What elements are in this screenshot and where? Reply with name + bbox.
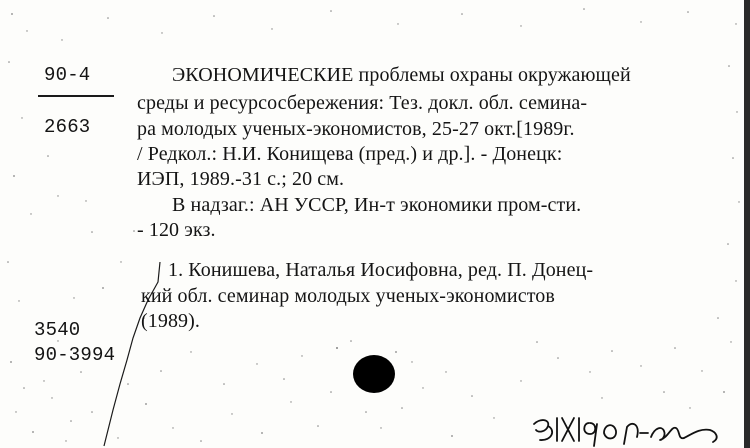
class-mark: 90-4 [44, 64, 91, 86]
author-mark: 2663 [44, 116, 91, 138]
tracing-line-2: кий обл. семинар молодых ученых-экономистов [141, 285, 555, 307]
accession-number: 90-3994 [34, 344, 116, 366]
entry-line-4: / Редкол.: Н.И. Конищева (пред.) и др.]. - Донецк: [137, 143, 563, 165]
handwritten-note [534, 418, 717, 446]
entry-line-1: ЭКОНОМИЧЕСКИЕ проблемы охраны окружающей [172, 64, 631, 86]
tracing-line-3: (1989). [141, 310, 201, 332]
inventory-number: 3540 [34, 319, 81, 341]
punch-hole-stamp [353, 355, 395, 393]
tracing-line-1: 1. Конишева, Наталья Иосифовна, ред. П. Донец- [168, 259, 594, 281]
entry-line-6: В надзаг.: АН УССР, Ин-т экономики пром-сти. [172, 194, 582, 216]
entry-line-7: - 120 экз. [137, 219, 216, 241]
entry-line-2: среды и ресурсосбережения: Тез. докл. обл. семина- [137, 92, 588, 114]
entry-line-5: ИЭП, 1989.-31 с.; 20 см. [137, 168, 345, 190]
pencil-line [104, 262, 160, 446]
entry-line-3: ра молодых ученых-экономистов, 25-27 окт.[1989г. [137, 118, 575, 140]
